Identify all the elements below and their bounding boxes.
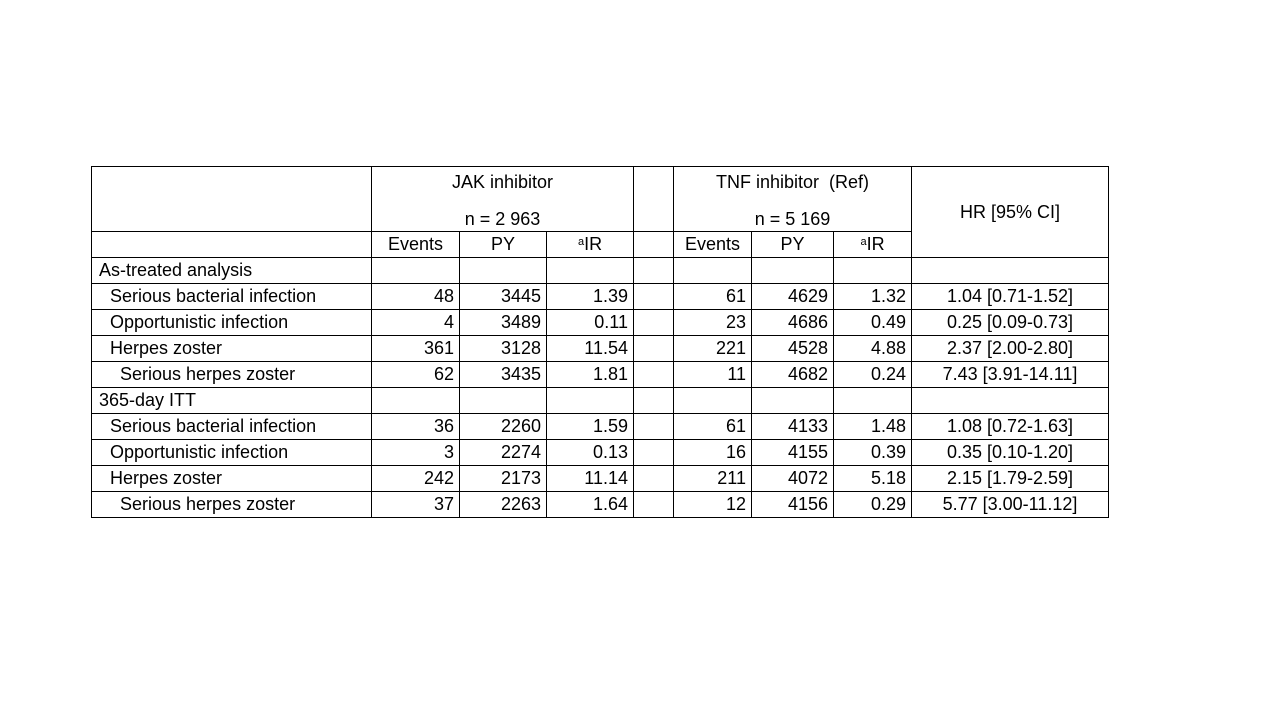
spacer-cell	[634, 362, 674, 388]
jak-ir-cell: 11.14	[547, 466, 634, 492]
tnf-ir-cell: 0.49	[834, 310, 912, 336]
tnf-events-cell: 12	[674, 492, 752, 518]
tnf-py-header: PY	[752, 232, 834, 258]
tnf-ir-cell: 5.18	[834, 466, 912, 492]
row-label: Opportunistic infection	[92, 440, 372, 466]
empty-cell	[912, 258, 1109, 284]
tnf-ir-cell: 1.48	[834, 414, 912, 440]
empty-cell	[752, 388, 834, 414]
hr-header: HR [95% CI]	[912, 167, 1109, 258]
row-label: Herpes zoster	[92, 466, 372, 492]
row-label: Serious bacterial infection	[92, 284, 372, 310]
tnf-group-title: TNF inhibitor (Ref)	[715, 172, 870, 192]
jak-events-cell: 48	[372, 284, 460, 310]
tnf-events-header: Events	[674, 232, 752, 258]
jak-events-cell: 242	[372, 466, 460, 492]
jak-ir-header	[547, 232, 634, 258]
tnf-events-cell: 23	[674, 310, 752, 336]
row-label: Serious herpes zoster	[92, 362, 372, 388]
spacer-cell	[634, 284, 674, 310]
jak-events-cell: 3	[372, 440, 460, 466]
empty-cell	[674, 388, 752, 414]
hr-cell: 5.77 [3.00-11.12]	[912, 492, 1109, 518]
empty-cell	[834, 258, 912, 284]
jak-py-cell: 2260	[460, 414, 547, 440]
tnf-events-cell: 61	[674, 414, 752, 440]
section-row	[92, 258, 1109, 284]
tnf-ir-cell: 0.39	[834, 440, 912, 466]
empty-cell	[752, 258, 834, 284]
empty-cell	[547, 258, 634, 284]
hr-cell: 1.04 [0.71-1.52]	[912, 284, 1109, 310]
hr-cell: 2.37 [2.00-2.80]	[912, 336, 1109, 362]
jak-ir-cell: 1.81	[547, 362, 634, 388]
jak-ir-cell: 11.54	[547, 336, 634, 362]
group-header-row	[92, 167, 1109, 232]
subheader-empty	[92, 232, 372, 258]
ir-label: IR	[866, 234, 885, 254]
jak-ir-cell: 1.39	[547, 284, 634, 310]
tnf-ir-header	[834, 232, 912, 258]
empty-cell	[547, 388, 634, 414]
tnf-ir-cell: 1.32	[834, 284, 912, 310]
jak-events-cell: 4	[372, 310, 460, 336]
tnf-ir-cell: 0.24	[834, 362, 912, 388]
spacer-cell	[634, 336, 674, 362]
table-row	[92, 492, 1109, 518]
section-row	[92, 388, 1109, 414]
spacer-cell	[634, 258, 674, 284]
jak-events-cell: 36	[372, 414, 460, 440]
ir-footnote-mark: a	[860, 236, 867, 248]
tnf-events-cell: 61	[674, 284, 752, 310]
row-label: Serious bacterial infection	[92, 414, 372, 440]
spacer-cell	[634, 440, 674, 466]
empty-cell	[674, 258, 752, 284]
results-table	[91, 166, 1109, 518]
tnf-py-cell: 4156	[752, 492, 834, 518]
hr-cell: 1.08 [0.72-1.63]	[912, 414, 1109, 440]
ir-footnote-mark: a	[577, 236, 585, 248]
tnf-py-cell: 4528	[752, 336, 834, 362]
jak-group-title: JAK inhibitor	[451, 172, 554, 192]
spacer-cell	[634, 414, 674, 440]
empty-cell	[372, 388, 460, 414]
row-label: Serious herpes zoster	[92, 492, 372, 518]
empty-cell	[460, 258, 547, 284]
corner-cell	[92, 167, 372, 232]
hr-cell: 0.25 [0.09-0.73]	[912, 310, 1109, 336]
row-label: Herpes zoster	[92, 336, 372, 362]
jak-py-cell: 2274	[460, 440, 547, 466]
hr-cell: 0.35 [0.10-1.20]	[912, 440, 1109, 466]
table-body	[92, 258, 1109, 518]
section-label: As-treated analysis	[92, 258, 372, 284]
jak-py-cell: 3489	[460, 310, 547, 336]
empty-cell	[460, 388, 547, 414]
jak-events-cell: 361	[372, 336, 460, 362]
spacer-cell	[634, 167, 674, 232]
table-row	[92, 284, 1109, 310]
table-row	[92, 440, 1109, 466]
table-row	[92, 362, 1109, 388]
spacer-cell	[634, 310, 674, 336]
jak-group-n: n = 2 963	[464, 209, 541, 229]
tnf-events-cell: 11	[674, 362, 752, 388]
jak-py-cell: 3128	[460, 336, 547, 362]
jak-ir-cell: 1.59	[547, 414, 634, 440]
tnf-py-cell: 4629	[752, 284, 834, 310]
jak-py-header: PY	[460, 232, 547, 258]
spacer-cell	[634, 232, 674, 258]
tnf-group-n: n = 5 169	[754, 209, 831, 229]
table-row	[92, 414, 1109, 440]
jak-ir-cell: 1.64	[547, 492, 634, 518]
tnf-py-cell: 4686	[752, 310, 834, 336]
tnf-events-cell: 221	[674, 336, 752, 362]
spacer-cell	[634, 492, 674, 518]
tnf-events-cell: 211	[674, 466, 752, 492]
tnf-group-header	[674, 167, 912, 232]
row-label: Opportunistic infection	[92, 310, 372, 336]
jak-events-header: Events	[372, 232, 460, 258]
empty-cell	[912, 388, 1109, 414]
empty-cell	[372, 258, 460, 284]
empty-cell	[834, 388, 912, 414]
spacer-cell	[634, 466, 674, 492]
jak-events-cell: 62	[372, 362, 460, 388]
jak-py-cell: 2173	[460, 466, 547, 492]
jak-group-header	[372, 167, 634, 232]
jak-py-cell: 2263	[460, 492, 547, 518]
table-row	[92, 310, 1109, 336]
section-label: 365-day ITT	[92, 388, 372, 414]
tnf-ir-cell: 0.29	[834, 492, 912, 518]
hr-cell: 2.15 [1.79-2.59]	[912, 466, 1109, 492]
table-row	[92, 466, 1109, 492]
ir-label: IR	[584, 234, 603, 254]
hr-cell: 7.43 [3.91-14.11]	[912, 362, 1109, 388]
jak-py-cell: 3445	[460, 284, 547, 310]
jak-ir-cell: 0.11	[547, 310, 634, 336]
spacer-cell	[634, 388, 674, 414]
tnf-py-cell: 4682	[752, 362, 834, 388]
tnf-py-cell: 4133	[752, 414, 834, 440]
tnf-py-cell: 4072	[752, 466, 834, 492]
jak-ir-cell: 0.13	[547, 440, 634, 466]
jak-py-cell: 3435	[460, 362, 547, 388]
table-row	[92, 336, 1109, 362]
tnf-ir-cell: 4.88	[834, 336, 912, 362]
jak-events-cell: 37	[372, 492, 460, 518]
tnf-py-cell: 4155	[752, 440, 834, 466]
tnf-events-cell: 16	[674, 440, 752, 466]
